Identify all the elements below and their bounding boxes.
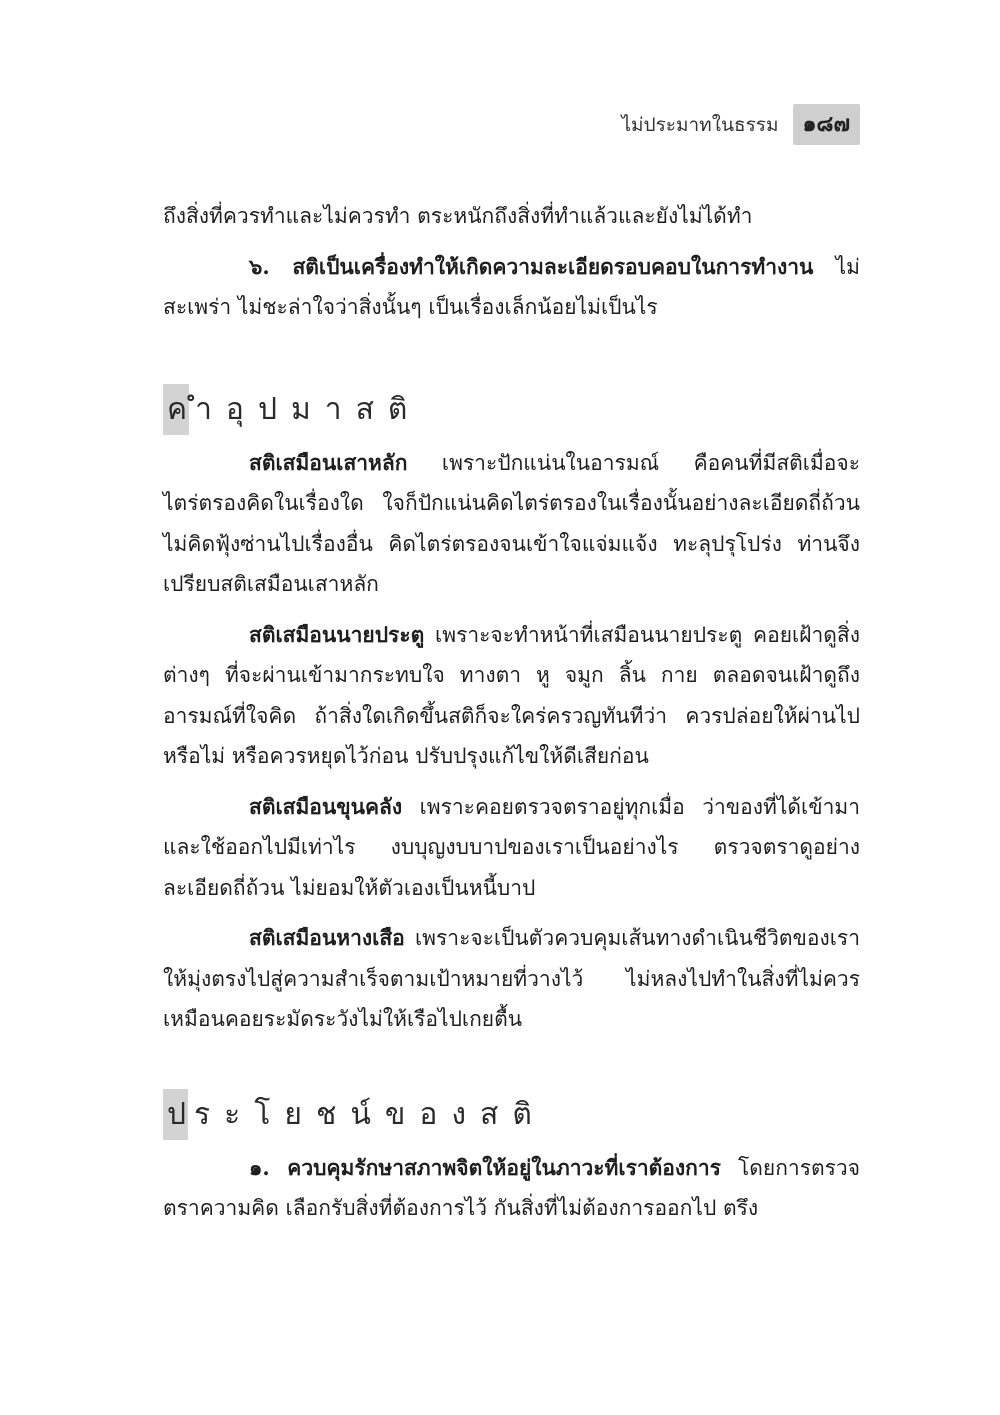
metaphor-term: สติเสมือนหางเสือ xyxy=(249,925,405,950)
benefit-paragraph xyxy=(163,1148,860,1229)
item-6-paragraph xyxy=(163,247,860,328)
intro-line: ถึงสิ่งที่ควรทำและไม่ควรทำ ตระหนักถึงสิ่งที่ทำแล้วและยังไม่ได้ทำ xyxy=(163,204,753,228)
metaphor-paragraph xyxy=(163,615,860,777)
page-number: ๑๘๗ xyxy=(793,104,860,145)
metaphor-term: สติเสมือนขุนคลัง xyxy=(249,793,403,819)
metaphor-text: เพราะปักแน่นในอารมณ์ คือคนที่มีสติเมื่อจะไตร่ตรองคิดในเรื่องใด ใจก็ปักแน่นคิดไตร่ตรองในเรื่องนั้นอย่างละเอียดถี่ถ้วน ไม่คิดฟุ้งซ่านไปเรื่องอื่น คิดไตร่ตรองจนเข้าใจแจ่มแจ้ง ทะลุปรุโปร่ง ท่านจึงเปรียบสติเสมือนเสาหลัก xyxy=(163,450,860,596)
section-heading-metaphors xyxy=(163,385,860,435)
section-heading-first-letter: ค xyxy=(163,384,189,435)
metaphor-text: เพราะคอยตรวจตราอยู่ทุกเมื่อ ว่าของที่ได้เข้ามาและใช้ออกไปมีเท่าไร งบบุญงบบาปของเราเป็นอย่างไร ตรวจตราดูอย่างละเอียดถี่ถ้วน ไม่ยอมให้ตัวเองเป็นหนี้บาป xyxy=(163,794,860,900)
benefit-heading: ๑. ควบคุมรักษาสภาพจิตให้อยู่ในภาวะที่เราต้องการ xyxy=(249,1154,721,1180)
header-title: ไม่ประมาทในธรรม xyxy=(621,113,779,136)
section-heading-first-letter: ป xyxy=(163,1089,188,1140)
benefit-text: โดยการตรวจตราความคิด เลือกรับสิ่งที่ต้องการไว้ กันสิ่งที่ไม่ต้องการออกไป ตรึง xyxy=(163,1155,861,1220)
metaphor-paragraph xyxy=(163,443,860,605)
section-heading-rest: ำอุปมาสติ xyxy=(195,392,422,427)
metaphor-paragraph xyxy=(163,787,860,909)
metaphor-text: เพราะจะทำหน้าที่เสมือนนายประตู คอยเฝ้าดูสิ่งต่างๆ ที่จะผ่านเข้ามากระทบใจ ทางตา หู จมูก ลิ้น กาย ตลอดจนเฝ้าดูถึงอารมณ์ที่ใจคิด ถ้าสิ่งใดเกิดขึ้นสติก็จะใคร่ครวญทันทีว่า ควรปล่อยให้ผ่านไปหรือไม่ หรือควรหยุดไว้ก่อน ปรับปรุงแก้ไขให้ดีเสียก่อน xyxy=(163,622,860,768)
section-heading-rest: ระโยชน์ของสติ xyxy=(194,1097,546,1132)
metaphor-paragraph xyxy=(163,918,860,1040)
metaphor-term: สติเสมือนเสาหลัก xyxy=(249,449,408,475)
section-heading-benefits xyxy=(163,1090,860,1140)
running-header xyxy=(621,104,860,145)
item-6-text: ไม่สะเพร่า ไม่ชะล่าใจว่าสิ่งนั้นๆ เป็นเรื่องเล็กน้อยไม่เป็นไร xyxy=(163,254,860,319)
metaphor-text: เพราะจะเป็นตัวควบคุมเส้นทางดำเนินชีวิตของเราให้มุ่งตรงไปสู่ความสำเร็จตามเป้าหมายที่วางไว้ ไม่หลงไปทำในสิ่งที่ไม่ควร เหมือนคอยระมัดระวังไม่ให้เรือไปเกยตื้น xyxy=(163,926,860,1031)
item-6-heading: ๖. สติเป็นเครื่องทำให้เกิดความละเอียดรอบคอบในการทำงาน xyxy=(249,253,814,279)
page-content xyxy=(163,196,860,1229)
metaphor-term: สติเสมือนนายประตู xyxy=(249,621,425,647)
